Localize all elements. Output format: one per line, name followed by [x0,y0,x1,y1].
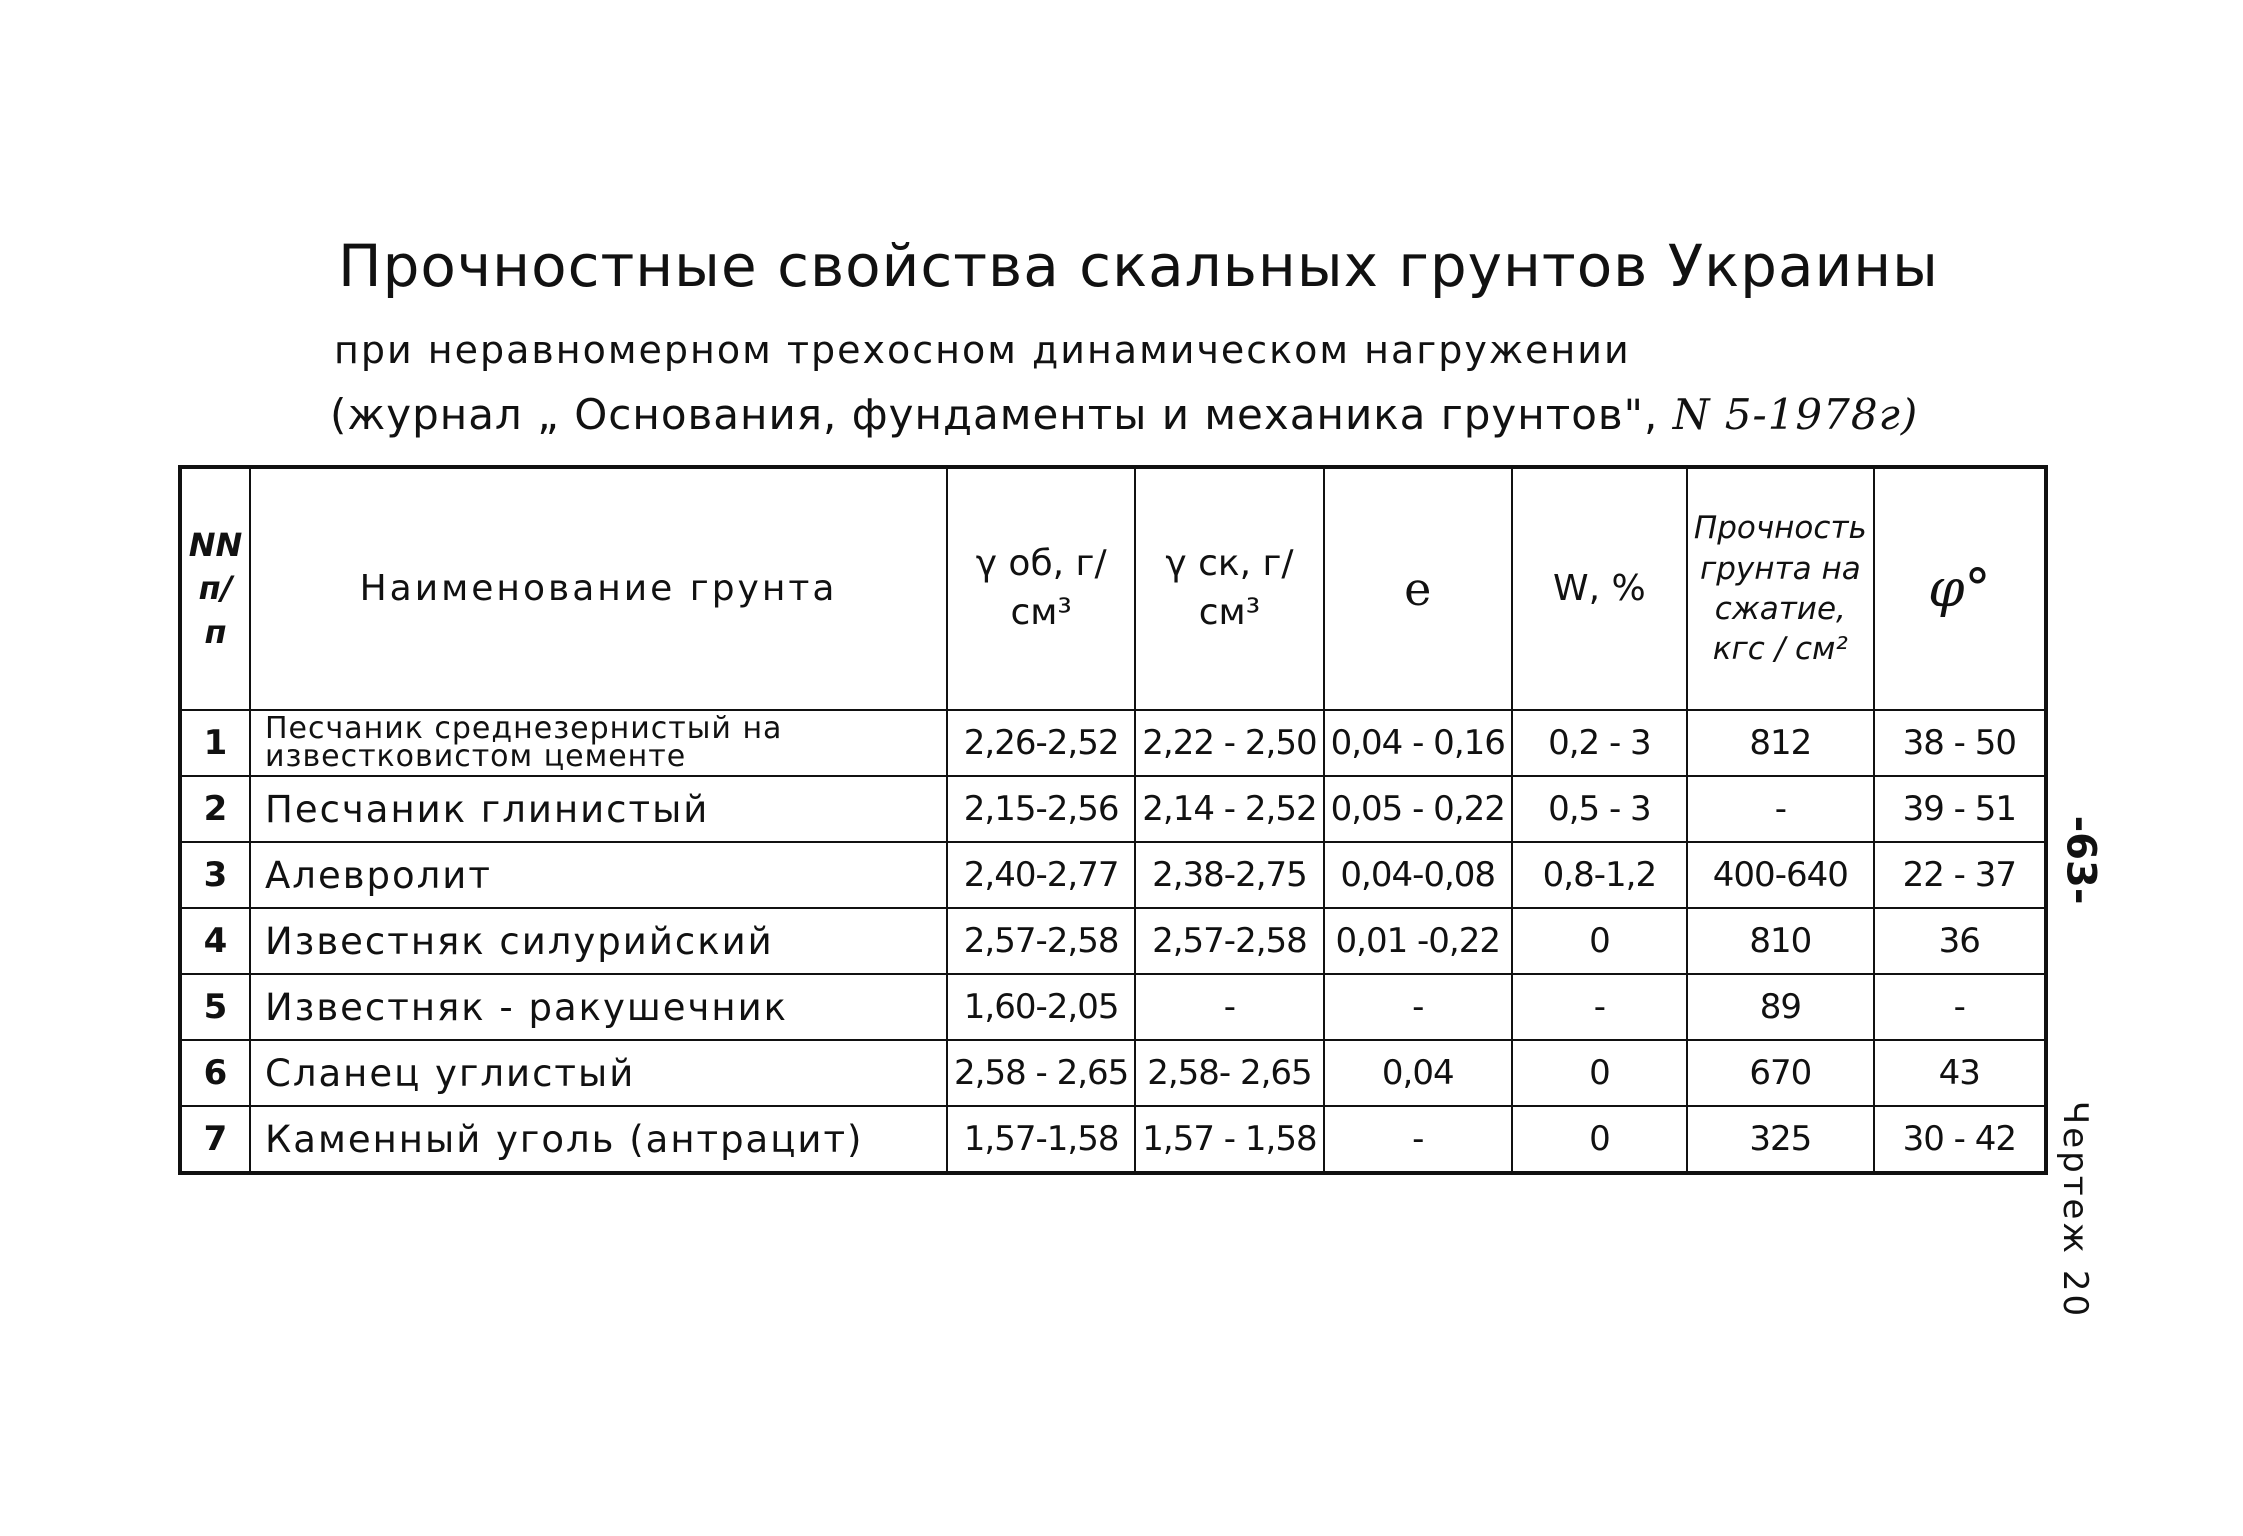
table-header-row [180,467,2046,710]
cell-gamma-sk: 2,57-2,58 [1135,908,1323,974]
cell-soil-name: Известняк силурийский [250,908,947,974]
cell-void-ratio: - [1324,974,1512,1040]
cell-void-ratio: - [1324,1106,1512,1173]
cell-number: 6 [180,1040,250,1106]
cell-void-ratio: 0,05 - 0,22 [1324,776,1512,842]
cell-friction-angle: 30 - 42 [1874,1106,2046,1173]
cell-compressive-strength: 810 [1687,908,1874,974]
cell-number: 1 [180,710,250,776]
cell-moisture: - [1512,974,1687,1040]
header-void-ratio: e [1324,467,1512,710]
cell-soil-name: Алевролит [250,842,947,908]
cell-friction-angle: - [1874,974,2046,1040]
cell-soil-name: Песчаник глинистый [250,776,947,842]
cell-number: 7 [180,1106,250,1173]
table-row [180,842,2046,908]
cell-gamma-sk: 2,14 - 2,52 [1135,776,1323,842]
cell-gamma-sk: - [1135,974,1323,1040]
source-journal: (журнал „ Основания, фундаменты и механика грунтов", [330,390,1659,439]
cell-gamma-ob: 2,26-2,52 [947,710,1135,776]
cell-moisture: 0,8-1,2 [1512,842,1687,908]
drawing-label-text: Чертеж 20 [2055,1100,2096,1320]
document-subtitle: при неравномерном трехосном динамическом нагружении [334,328,1631,372]
table-row [180,1106,2046,1173]
soil-properties-table [178,465,2048,1175]
document-title: Прочностные свойства скальных грунтов Украины [338,232,1939,300]
header-gamma-ob: γ об, г/см³ [947,467,1135,710]
cell-gamma-ob: 2,15-2,56 [947,776,1135,842]
cell-moisture: 0 [1512,908,1687,974]
source-issue: N 5-1978г) [1672,390,1919,439]
header-compressive-strength: Прочность грунта на сжатие, кгс / см² [1687,467,1874,710]
cell-compressive-strength: 400-640 [1687,842,1874,908]
cell-friction-angle: 39 - 51 [1874,776,2046,842]
cell-compressive-strength: 670 [1687,1040,1874,1106]
cell-soil-name: Песчаник среднезернистый на известковистом цементе [250,710,947,776]
header-gamma-sk: γ ск, г/см³ [1135,467,1323,710]
drawing-label [2030,1100,2120,1320]
cell-compressive-strength: 89 [1687,974,1874,1040]
cell-friction-angle: 38 - 50 [1874,710,2046,776]
cell-gamma-ob: 1,60-2,05 [947,974,1135,1040]
cell-number: 5 [180,974,250,1040]
cell-void-ratio: 0,04 [1324,1040,1512,1106]
cell-gamma-ob: 2,40-2,77 [947,842,1135,908]
cell-gamma-ob: 1,57-1,58 [947,1106,1135,1173]
table-row [180,974,2046,1040]
cell-void-ratio: 0,04-0,08 [1324,842,1512,908]
cell-compressive-strength: 325 [1687,1106,1874,1173]
table-row [180,908,2046,974]
cell-moisture: 0,2 - 3 [1512,710,1687,776]
page-number [2050,760,2110,960]
cell-soil-name: Каменный уголь (антрацит) [250,1106,947,1173]
cell-number: 3 [180,842,250,908]
header-moisture: W, % [1512,467,1687,710]
cell-gamma-sk: 2,38-2,75 [1135,842,1323,908]
cell-gamma-ob: 2,57-2,58 [947,908,1135,974]
cell-friction-angle: 22 - 37 [1874,842,2046,908]
cell-friction-angle: 36 [1874,908,2046,974]
cell-gamma-ob: 2,58 - 2,65 [947,1040,1135,1106]
cell-moisture: 0 [1512,1040,1687,1106]
cell-soil-name: Сланец углистый [250,1040,947,1106]
cell-moisture: 0 [1512,1106,1687,1173]
table-row [180,776,2046,842]
cell-gamma-sk: 2,58- 2,65 [1135,1040,1323,1106]
table-row [180,710,2046,776]
cell-compressive-strength: 812 [1687,710,1874,776]
cell-gamma-sk: 1,57 - 1,58 [1135,1106,1323,1173]
header-number: NN п/п [180,467,250,710]
header-soil-name: Наименование грунта [250,467,947,710]
document-source [330,390,1918,439]
cell-void-ratio: 0,01 -0,22 [1324,908,1512,974]
cell-soil-name: Известняк - ракушечник [250,974,947,1040]
cell-compressive-strength: - [1687,776,1874,842]
header-friction-angle: φ° [1874,467,2046,710]
cell-friction-angle: 43 [1874,1040,2046,1106]
cell-number: 4 [180,908,250,974]
page-number-text: -63- [2057,815,2103,905]
table-row [180,1040,2046,1106]
cell-void-ratio: 0,04 - 0,16 [1324,710,1512,776]
cell-moisture: 0,5 - 3 [1512,776,1687,842]
cell-gamma-sk: 2,22 - 2,50 [1135,710,1323,776]
cell-number: 2 [180,776,250,842]
